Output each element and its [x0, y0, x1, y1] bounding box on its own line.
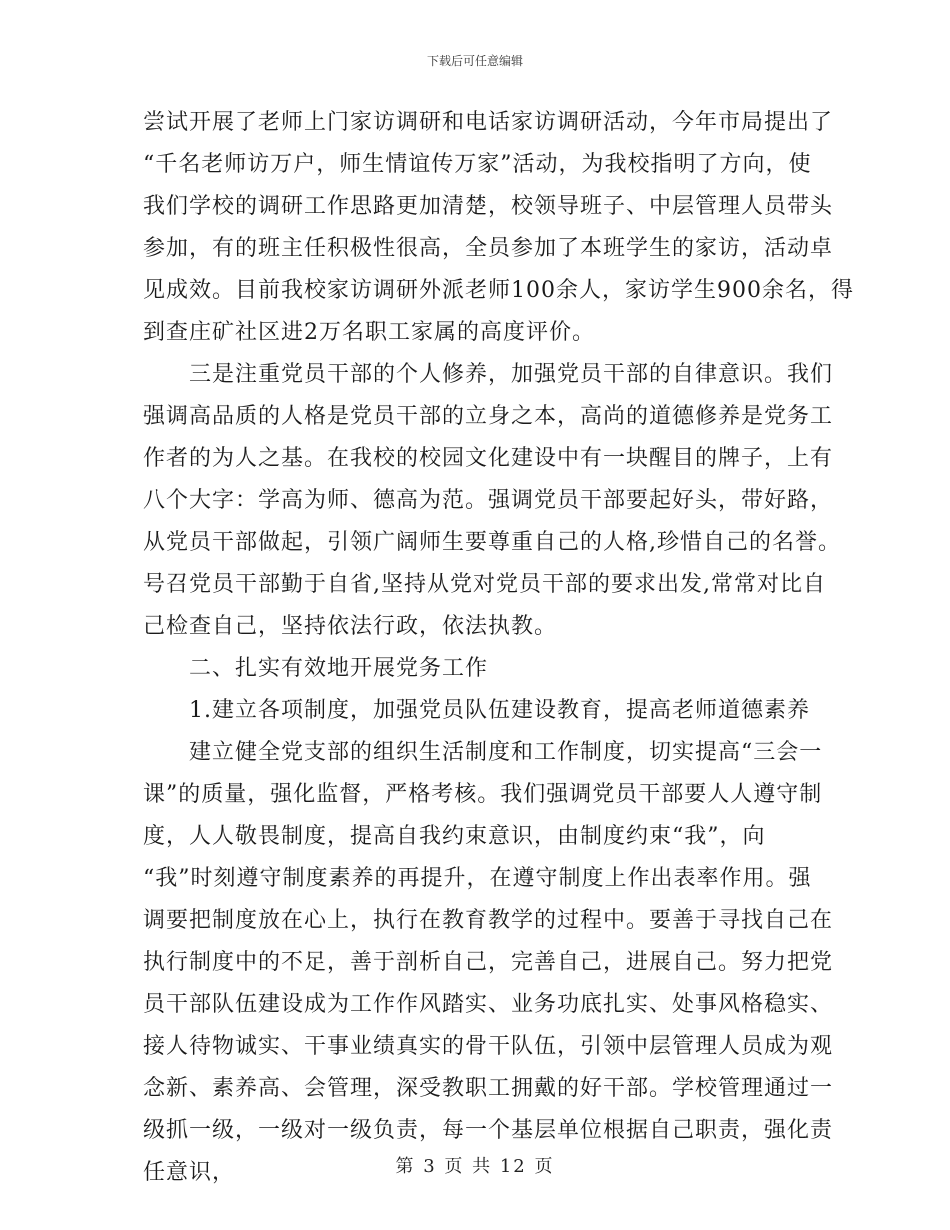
text-line: 课”的质量，强化监督，严格考核。我们强调党员干部要人人遵守制: [143, 782, 823, 807]
text-line: 执行制度中的不足，善于剖析自己，完善自己，进展自己。努力把党: [143, 950, 834, 975]
text-line: 念新、素养高、会管理，深受教职工拥戴的好干部。学校管理通过一: [143, 1076, 834, 1101]
text-line: 见成效。目前我校家访调研外派老师100余人，家访学生900余名，得: [143, 278, 854, 303]
paragraph-start-line: 三是注重党员干部的个人修养，加强党员干部的自律意识。我们: [189, 362, 834, 387]
text-line: 作者的为人之基。在我校的校园文化建设中有一块醒目的牌子，上有: [143, 446, 834, 471]
text-line: “千名老师访万户，师生情谊传万家”活动，为我校指明了方向，使: [143, 152, 812, 177]
text-line: 从党员干部做起，引领广阔师生要尊重自己的人格,珍惜自己的名誉。: [143, 530, 841, 555]
text-line: 员干部队伍建设成为工作作风踏实、业务功底扎实、处事风格稳实、: [143, 992, 834, 1017]
page-header: 下载后可任意编辑: [426, 54, 523, 68]
paragraph-start-line: 建立健全党支部的组织生活制度和工作制度，切实提高“三会一: [189, 740, 823, 765]
text-line: 参加，有的班主任积极性很高，全员参加了本班学生的家访，活动卓: [143, 236, 834, 261]
text-line: 接人待物诚实、干事业绩真实的骨干队伍，引领中层管理人员成为观: [143, 1034, 834, 1059]
text-line: 级抓一级，一级对一级负责，每一个基层单位根据自己职责，强化责: [143, 1118, 834, 1143]
text-line: 度，人人敬畏制度，提高自我约束意识，由制度约束“我”，向: [143, 824, 766, 849]
text-line: 强调高品质的人格是党员干部的立身之本，高尚的道德修养是党务工: [143, 404, 834, 429]
text-line: 号召党员干部勤于自省,坚持从党对党员干部的要求出发,常常对比自: [143, 572, 826, 597]
section-heading: 二、扎实有效地开展党务工作: [189, 656, 489, 681]
text-line: 调要把制度放在心上，执行在教育教学的过程中。要善于寻找自己在: [143, 908, 834, 933]
text-line: 八个大字：学高为师、德高为范。强调党员干部要起好头，带好路，: [143, 488, 834, 513]
text-line: 到查庄矿社区进2万名职工家属的高度评价。: [143, 320, 595, 345]
page-footer: 第 3 页 共 12 页: [395, 1156, 555, 1177]
text-line: 我们学校的调研工作思路更加清楚，校领导班子、中层管理人员带头: [143, 194, 834, 219]
text-line: 己检查自己，坚持依法行政，依法执教。: [143, 614, 558, 639]
document-body: [143, 102, 854, 1194]
text-line: 尝试开展了老师上门家访调研和电话家访调研活动，今年市局提出了: [143, 110, 834, 135]
text-line: 任意识，: [143, 1160, 236, 1185]
subsection-heading: 1.建立各项制度，加强党员队伍建设教育，提高老师道德素养: [189, 698, 810, 723]
text-line: “我”时刻遵守制度素养的再提升，在遵守制度上作出表率作用。强: [143, 866, 812, 891]
